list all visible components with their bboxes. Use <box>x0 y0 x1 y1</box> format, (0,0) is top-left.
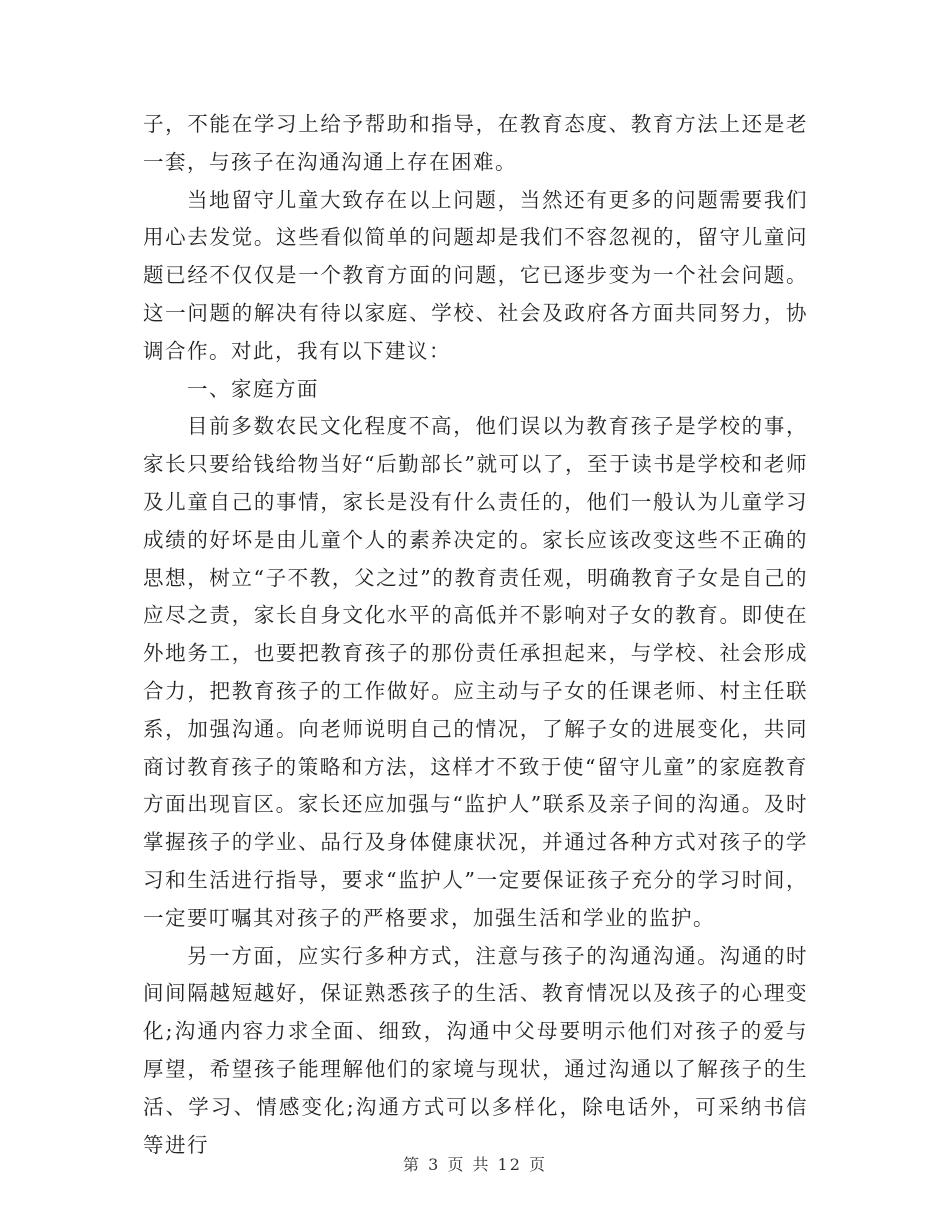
paragraph-family-education: 目前多数农民文化程度不高，他们误以为教育孩子是学校的事，家长只要给钱给物当好“后勤部长”就可以了，至于读书是学校和老师及儿童自己的事情，家长是没有什么责任的，他们一般认为儿童学习成绩的好坏是由儿童个人的素养决定的。家长应该改变这些不正确的思想，树立“子不教，父之过”的教育责任观，明确教育子女是自己的应尽之责，家长自身文化水平的高低并不影响对子女的教育。即使在外地务工，也要把教育孩子的那份责任承担起来，与学校、社会形成合力，把教育孩子的工作做好。应主动与子女的任课老师、村主任联系，加强沟通。向老师说明自己的情况，了解子女的进展变化，共同商讨教育孩子的策略和方法，这样才不致于使“留守儿童”的家庭教育方面出现盲区。家长还应加强与“监护人”联系及亲子间的沟通。及时掌握孩子的学业、品行及身体健康状况，并通过各种方式对孩子的学习和生活进行指导，要求“监护人”一定要保证孩子充分的学习时间，一定要叮嘱其对孩子的严格要求，加强生活和学业的监护。 <box>143 414 808 930</box>
paragraph-continuation: 子，不能在学习上给予帮助和指导，在教育态度、教育方法上还是老一套，与孩子在沟通沟通上存在困难。 <box>143 112 808 174</box>
paragraph-summary: 当地留守儿童大致存在以上问题，当然还有更多的问题需要我们用心去发觉。这些看似简单的问题却是我们不容忽视的，留守儿童问题已经不仅仅是一个教育方面的问题，它已逐步变为一个社会问题。这一问题的解决有待以家庭、学校、社会及政府各方面共同努力，协调合作。对此，我有以下建议： <box>143 187 808 363</box>
section-heading-family: 一、家庭方面 <box>187 376 319 401</box>
paragraph-communication: 另一方面，应实行多种方式，注意与孩子的沟通沟通。沟通的时间间隔越短越好，保证熟悉孩子的生活、教育情况以及孩子的心理变化;沟通内容力求全面、细致，沟通中父母要明示他们对孩子的爱与厚望，希望孩子能理解他们的家境与现状，通过沟通以了解孩子的生活、学习、情感变化;沟通方式可以多样化，除电话外，可采纳书信等进行 <box>143 943 808 1157</box>
page-number-footer: 第 3 页 共 12 页 <box>403 1155 547 1174</box>
document-body <box>143 106 808 1164</box>
